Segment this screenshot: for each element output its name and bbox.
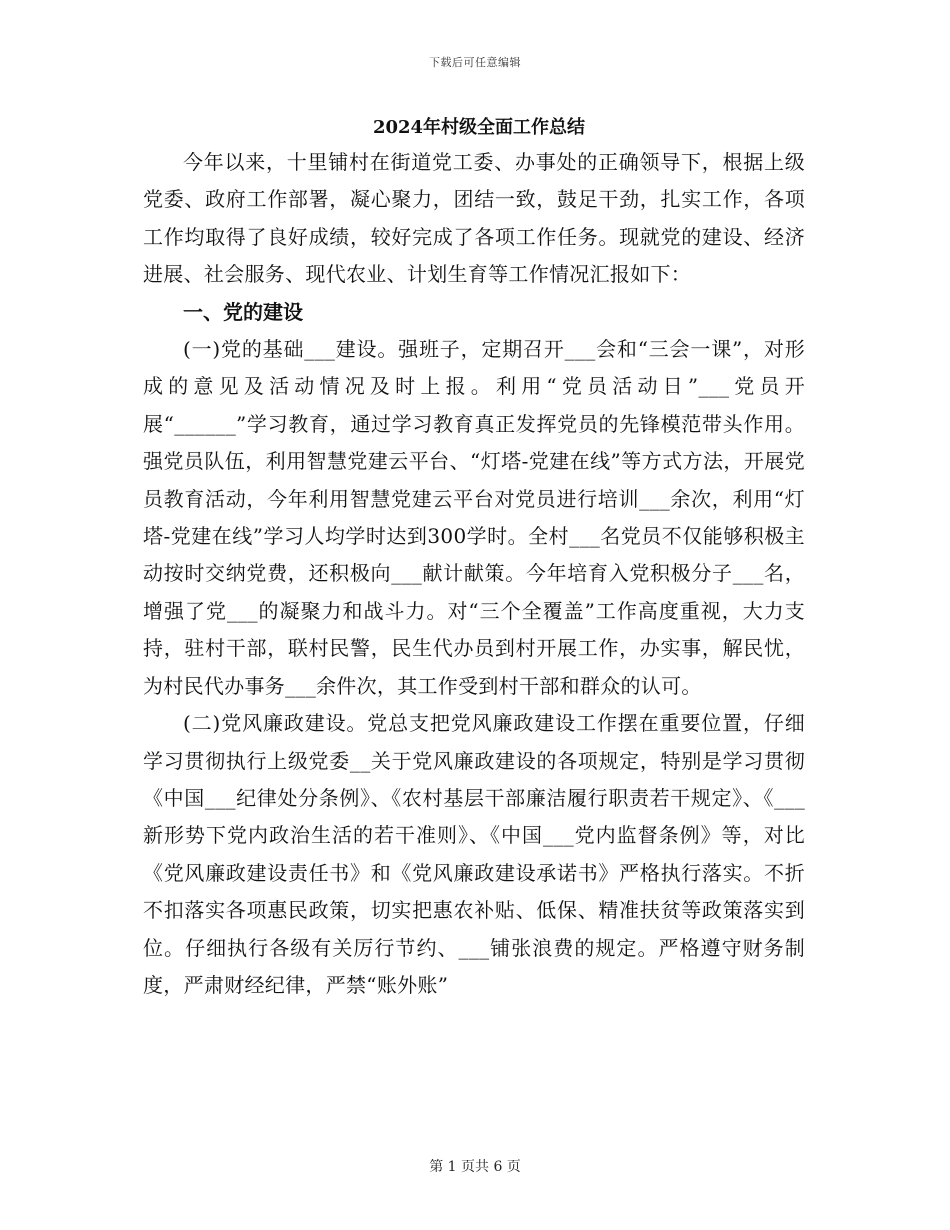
- section-heading-party-building: 一、党的建设: [183, 299, 303, 324]
- intro-paragraph: 今年以来，十里铺村在街道党工委、办事处的正确领导下，根据上级党委、政府工作部署，凝心聚力，团结一致，鼓足干劲，扎实工作，各项工作均取得了良好成绩，较好完成了各项工作任务。现就党的建设、经济进展、社会服务、现代农业、计划生育等工作情况汇报如下：: [143, 150, 805, 287]
- document-body: [143, 112, 805, 1004]
- page-number: 第 1 页共 6 页: [429, 1159, 521, 1175]
- document-title: 2024年村级全面工作总结: [372, 117, 586, 138]
- paragraph-party-foundation: (一)党的基础___建设。强班子，定期召开___会和“三会一课”，对形成的意见及活动情况及时上报。利用“党员活动日”___党员开展“______”学习教育，通过学习教育真正发挥党员的先锋模范带头作用。强党员队伍，利用智慧党建云平台、“灯塔-党建在线”等方式方法，开展党员教育活动，今年利用智慧党建云平台对党员进行培训___余次，利用“灯塔-党建在线”学习人均学时达到300学时。全村___名党员不仅能够积极主动按时交纳党费，还积极向___献计献策。今年培育入党积极分子___名，增强了党___的凝聚力和战斗力。对“三个全覆盖”工作高度重视，大力支持，驻村干部，联村民警，民生代办员到村开展工作，办实事，解民忧，为村民代办事务___余件次，其工作受到村干部和群众的认可。: [143, 337, 805, 698]
- header-note: 下载后可任意编辑: [429, 56, 521, 69]
- paragraph-clean-governance: (二)党风廉政建设。党总支把党风廉政建设工作摆在重要位置，仔细学习贯彻执行上级党委__关于党风廉政建设的各项规定，特别是学习贯彻《中国___纪律处分条例》、《农村基层干部廉洁履行职责若干规定》、《___新形势下党内政治生活的若干准则》、《中国___党内监督条例》等，对比《党风廉政建设责任书》和《党风廉政建设承诺书》严格执行落实。不折不扣落实各项惠民政策，切实把惠农补贴、低保、精准扶贫等政策落实到位。仔细执行各级有关厉行节约、___铺张浪费的规定。严格遵守财务制度，严肃财经纪律，严禁“账外账”: [143, 711, 805, 997]
